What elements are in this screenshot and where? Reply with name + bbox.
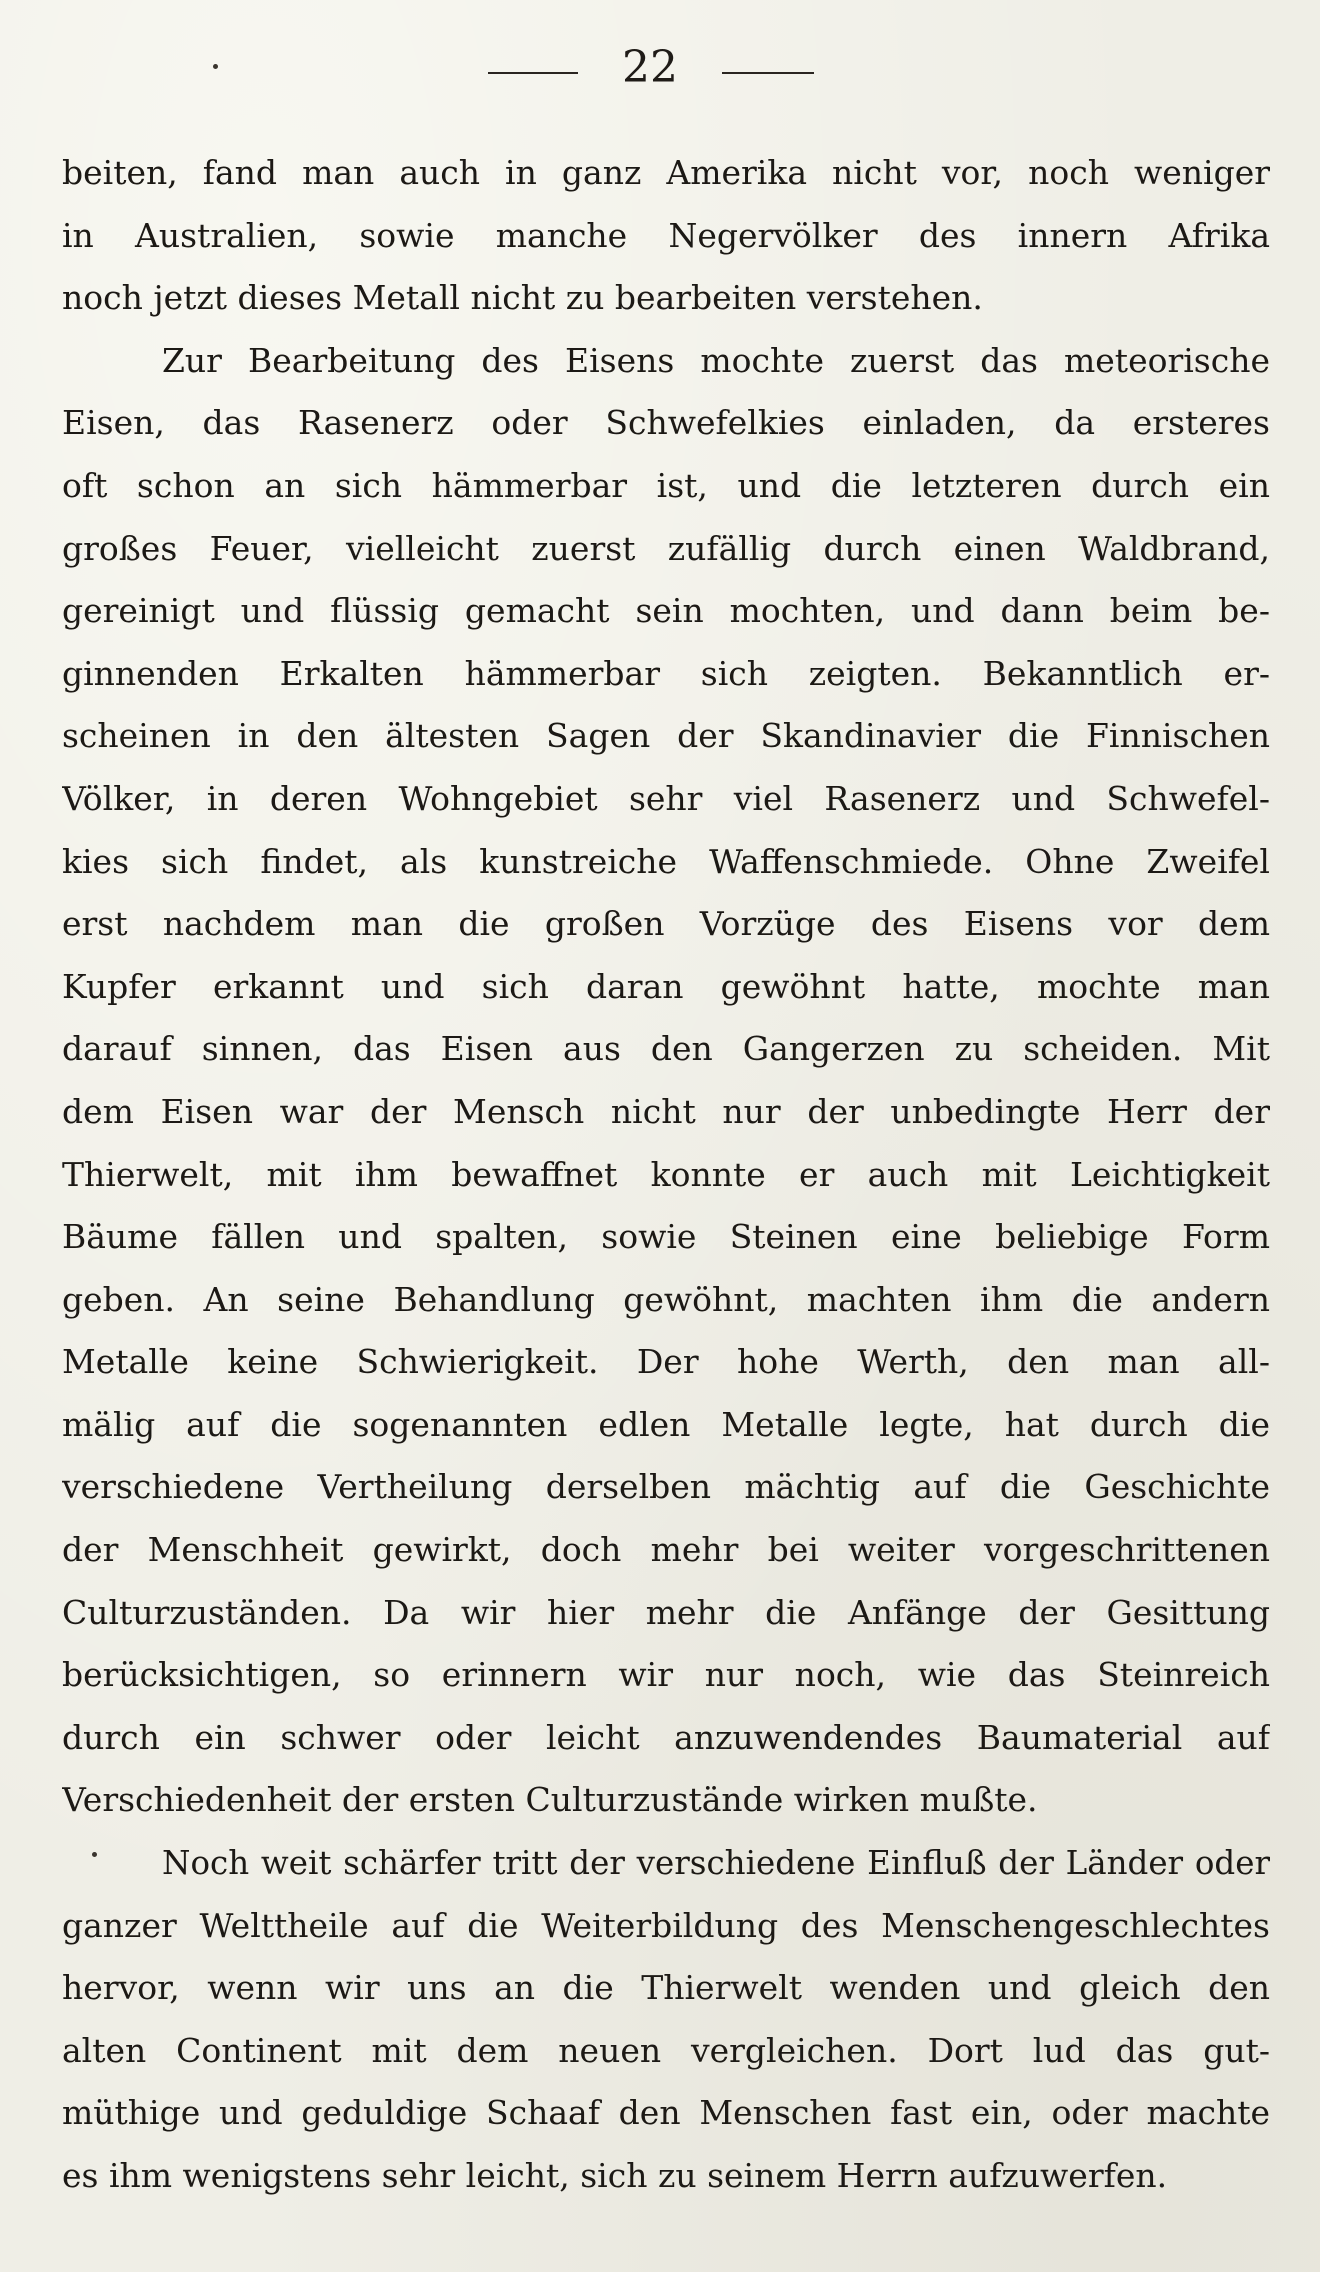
page-header xyxy=(0,38,1320,98)
text-line: Thierwelt, mit ihm bewaffnet konnte er auch mit Leichtigkeit xyxy=(62,1154,1270,1194)
text-line: beiten, fand man auch in ganz Amerika nicht vor, noch weniger xyxy=(62,153,1270,192)
paragraph xyxy=(62,1832,1270,2208)
page-number: 22 xyxy=(622,42,678,93)
text-line: verschiedene Vertheilung derselben mächtig auf die Geschichte xyxy=(62,1467,1270,1507)
text-line: Völker, in deren Wohngebiet sehr viel Rasenerz und Schwefel- xyxy=(62,778,1270,818)
text-line: dem Eisen war der Mensch nicht nur der unbedingte Herr der xyxy=(62,1091,1270,1131)
body-text xyxy=(62,142,1270,2208)
paragraph xyxy=(62,330,1270,1832)
text-line: gereinigt und flüssig gemacht sein mochten, und dann beim be- xyxy=(62,591,1270,631)
text-line: Kupfer erkannt und sich daran gewöhnt hatte, mochte man xyxy=(62,966,1270,1006)
text-line: ganzer Welttheile auf die Weiterbildung des Menschengeschlechtes xyxy=(62,1905,1270,1945)
text-line: scheinen in den ältesten Sagen der Skandinavier die Finnischen xyxy=(62,716,1270,756)
text-line: der Menschheit gewirkt, doch mehr bei weiter vorgeschrittenen xyxy=(62,1530,1270,1570)
header-rule-right xyxy=(722,72,814,74)
text-line: es ihm wenigstens sehr leicht, sich zu seinem Herrn aufzuwerfen. xyxy=(62,2156,1168,2195)
text-line: Bäume fällen und spalten, sowie Steinen eine beliebige Form xyxy=(62,1217,1270,1257)
text-line: Noch weit schärfer tritt der verschiedene Einfluß der Länder oder xyxy=(162,1844,1270,1883)
text-line: erst nachdem man die großen Vorzüge des Eisens vor dem xyxy=(62,904,1270,944)
text-line: berücksichtigen, so erinnern wir nur noch, wie das Steinreich xyxy=(62,1655,1270,1695)
text-line: Zur Bearbeitung des Eisens mochte zuerst das meteorische xyxy=(162,340,1270,380)
header-rule-left xyxy=(488,72,578,74)
text-line: Metalle keine Schwierigkeit. Der hohe Werth, den man all- xyxy=(62,1342,1270,1382)
text-line: in Australien, sowie manche Negervölker des innern Afrika xyxy=(62,215,1270,255)
text-line: großes Feuer, vielleicht zuerst zufällig durch einen Waldbrand, xyxy=(62,528,1270,568)
text-line: mälig auf die sogenannten edlen Metalle legte, hat durch die xyxy=(62,1404,1270,1444)
paragraph xyxy=(62,142,1270,330)
text-line: kies sich findet, als kunstreiche Waffenschmiede. Ohne Zweifel xyxy=(62,841,1270,881)
text-line: alten Continent mit dem neuen vergleichen. Dort lud das gut- xyxy=(62,2030,1270,2070)
text-line: Verschiedenheit der ersten Culturzustände wirken mußte. xyxy=(62,1780,1038,1820)
text-line: hervor, wenn wir uns an die Thierwelt wenden und gleich den xyxy=(62,1968,1270,2008)
text-line: durch ein schwer oder leicht anzuwendendes Baumaterial auf xyxy=(62,1717,1270,1757)
text-line: geben. An seine Behandlung gewöhnt, machten ihm die andern xyxy=(62,1279,1270,1319)
text-line: oft schon an sich hämmerbar ist, und die letzteren durch ein xyxy=(62,465,1270,505)
text-line: müthige und geduldige Schaaf den Menschen fast ein, oder machte xyxy=(62,2093,1270,2133)
text-line: Eisen, das Rasenerz oder Schwefelkies einladen, da ersteres xyxy=(62,403,1270,443)
text-line: Culturzuständen. Da wir hier mehr die Anfänge der Gesittung xyxy=(62,1592,1270,1632)
text-line: noch jetzt dieses Metall nicht zu bearbeiten verstehen. xyxy=(62,278,983,318)
text-line: darauf sinnen, das Eisen aus den Gangerzen zu scheiden. Mit xyxy=(62,1029,1270,1069)
text-line: ginnenden Erkalten hämmerbar sich zeigten. Bekanntlich er- xyxy=(62,653,1270,693)
